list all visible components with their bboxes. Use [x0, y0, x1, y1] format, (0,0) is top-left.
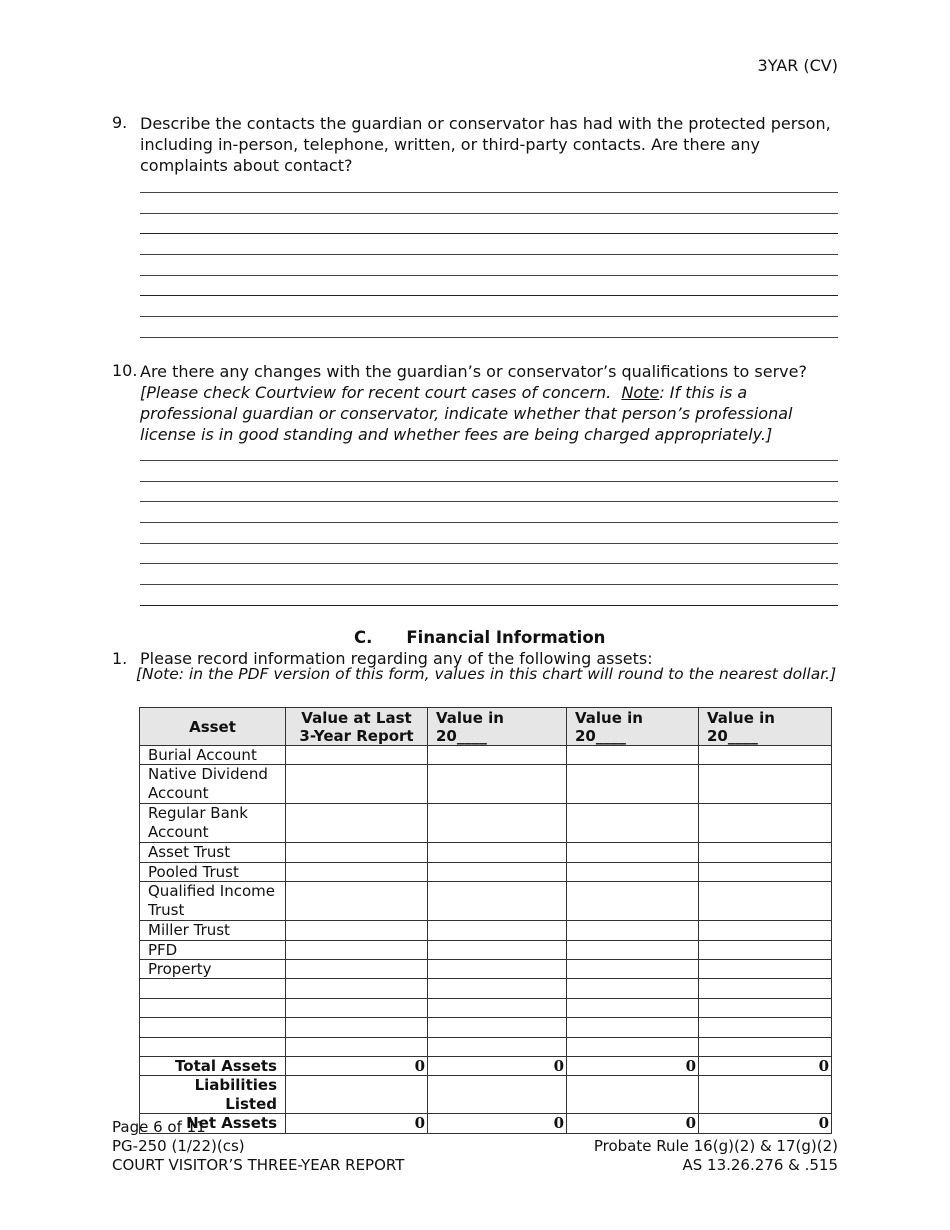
value-cell[interactable] [286, 1037, 428, 1056]
page-number: Page 6 of 11 [112, 1118, 206, 1136]
table-row [140, 1037, 832, 1056]
table-row [140, 862, 832, 881]
net-assets-value: 0 [699, 1114, 832, 1133]
value-cell[interactable] [428, 882, 567, 921]
asset-label: Burial Account [140, 746, 286, 765]
question-10-number: 10. [112, 361, 138, 380]
asset-label: Property [140, 960, 286, 979]
answer-line[interactable] [140, 522, 838, 523]
value-cell[interactable] [428, 804, 567, 843]
value-cell[interactable] [699, 746, 832, 765]
table-row [140, 1018, 832, 1037]
total-assets-value: 0 [699, 1057, 832, 1076]
answer-line[interactable] [140, 192, 838, 193]
asset-label: Qualified Income Trust [140, 882, 286, 921]
asset-label-blank[interactable] [140, 1037, 286, 1056]
value-cell[interactable] [567, 979, 699, 998]
footer-right [594, 1137, 838, 1175]
answer-line[interactable] [140, 605, 838, 606]
value-cell[interactable] [428, 960, 567, 979]
value-cell[interactable] [428, 1037, 567, 1056]
header-asset: Asset [140, 708, 286, 746]
value-cell[interactable] [286, 960, 428, 979]
statute-reference: AS 13.26.276 & .515 [682, 1156, 838, 1174]
value-cell[interactable] [567, 862, 699, 881]
total-assets-value: 0 [567, 1057, 699, 1076]
value-cell[interactable] [567, 1018, 699, 1037]
value-cell[interactable] [428, 765, 567, 804]
value-cell[interactable] [428, 940, 567, 959]
table-header-row [140, 708, 832, 746]
asset-label-blank[interactable] [140, 998, 286, 1017]
form-title: COURT VISITOR’S THREE-YEAR REPORT [112, 1156, 405, 1174]
value-cell[interactable] [286, 746, 428, 765]
value-cell[interactable] [567, 921, 699, 940]
answer-line[interactable] [140, 543, 838, 544]
table-row [140, 960, 832, 979]
value-cell[interactable] [699, 804, 832, 843]
value-cell[interactable] [699, 1076, 832, 1114]
value-cell[interactable] [567, 765, 699, 804]
asset-label: Regular Bank Account [140, 804, 286, 843]
value-cell[interactable] [699, 940, 832, 959]
value-cell[interactable] [699, 979, 832, 998]
section-heading [354, 628, 605, 647]
item-1-note: [Note: in the PDF version of this form, values in this chart will round to the nearest dollar.] [136, 665, 837, 683]
liabilities-label: Liabilities Listed [140, 1076, 286, 1114]
asset-label: Native Dividend Account [140, 765, 286, 804]
value-cell[interactable] [699, 882, 832, 921]
value-cell[interactable] [699, 998, 832, 1017]
table-row [140, 843, 832, 862]
question-10-note-b: : If this is a professional guardian or conservator, indicate whether that person’s professional license is in good standing and whether fees are being charged appropriately.] [140, 383, 793, 444]
net-assets-label: Net Assets [140, 1114, 286, 1133]
total-assets-row [140, 1057, 832, 1076]
total-assets-label: Total Assets [140, 1057, 286, 1076]
answer-line[interactable] [140, 295, 838, 296]
value-cell[interactable] [428, 998, 567, 1017]
item-1-text: Please record information regarding any of the following assets: [140, 649, 653, 668]
question-10-main: Are there any changes with the guardian’s or conservator’s qualifications to serve? [140, 362, 807, 381]
asset-label: Miller Trust [140, 921, 286, 940]
value-cell[interactable] [699, 862, 832, 881]
value-cell[interactable] [567, 1037, 699, 1056]
answer-line[interactable] [140, 275, 838, 276]
answer-line[interactable] [140, 501, 838, 502]
table-row [140, 940, 832, 959]
footer-left [112, 1118, 404, 1175]
form-code: 3YAR (CV) [757, 56, 838, 75]
value-cell[interactable] [699, 843, 832, 862]
header-value-year-3: Value in 20____ [699, 708, 832, 746]
value-cell[interactable] [286, 1076, 428, 1114]
table-row [140, 746, 832, 765]
value-cell[interactable] [699, 921, 832, 940]
total-assets-value: 0 [286, 1057, 428, 1076]
table-row [140, 921, 832, 940]
table-row [140, 804, 832, 843]
value-cell[interactable] [567, 804, 699, 843]
value-cell[interactable] [428, 746, 567, 765]
table-row [140, 882, 832, 921]
asset-label-blank[interactable] [140, 1018, 286, 1037]
value-cell[interactable] [567, 746, 699, 765]
value-cell[interactable] [286, 882, 428, 921]
question-10-note-word: Note [621, 383, 660, 402]
answer-line[interactable] [140, 337, 838, 338]
value-cell[interactable] [699, 1018, 832, 1037]
form-id: PG-250 (1/22)(cs) [112, 1137, 245, 1155]
header-col2-line2: 3-Year Report [299, 726, 414, 745]
assets-table [139, 707, 832, 1134]
asset-label: PFD [140, 940, 286, 959]
asset-label: Asset Trust [140, 843, 286, 862]
answer-line[interactable] [140, 563, 838, 564]
question-10-note-a: [Please check Courtview for recent court cases of concern. [140, 383, 612, 402]
answer-line[interactable] [140, 213, 838, 214]
value-cell[interactable] [286, 862, 428, 881]
header-value-year-1: Value in 20____ [428, 708, 567, 746]
value-cell[interactable] [567, 1076, 699, 1114]
value-cell[interactable] [286, 765, 428, 804]
total-assets-value: 0 [428, 1057, 567, 1076]
asset-label-blank[interactable] [140, 979, 286, 998]
header-value-last-report [286, 708, 428, 746]
value-cell[interactable] [428, 843, 567, 862]
table-row [140, 979, 832, 998]
net-assets-value: 0 [567, 1114, 699, 1133]
answer-line[interactable] [140, 481, 838, 482]
item-1-number: 1. [112, 649, 128, 668]
net-assets-value: 0 [286, 1114, 428, 1133]
value-cell[interactable] [699, 765, 832, 804]
value-cell[interactable] [567, 882, 699, 921]
value-cell[interactable] [428, 862, 567, 881]
value-cell[interactable] [567, 940, 699, 959]
question-10-text [140, 361, 838, 445]
section-letter: C. [354, 628, 373, 647]
value-cell[interactable] [699, 1037, 832, 1056]
answer-line[interactable] [140, 460, 838, 461]
rule-reference: Probate Rule 16(g)(2) & 17(g)(2) [593, 1137, 838, 1155]
net-assets-value: 0 [428, 1114, 567, 1133]
table-row [140, 765, 832, 804]
section-title: Financial Information [406, 628, 606, 647]
header-value-year-2: Value in 20____ [567, 708, 699, 746]
question-9-text: Describe the contacts the guardian or conservator has had with the protected person, including in-person, telephone, written, or third-party contacts. Are there any complaints about contact? [140, 114, 831, 175]
answer-line[interactable] [140, 584, 838, 585]
value-cell[interactable] [286, 998, 428, 1017]
value-cell[interactable] [567, 843, 699, 862]
question-9-number: 9. [112, 113, 128, 132]
value-cell[interactable] [286, 979, 428, 998]
value-cell[interactable] [286, 843, 428, 862]
answer-line[interactable] [140, 316, 838, 317]
table-row [140, 998, 832, 1017]
value-cell[interactable] [699, 960, 832, 979]
value-cell[interactable] [428, 1076, 567, 1114]
value-cell[interactable] [286, 804, 428, 843]
header-col2-line1: Value at Last [301, 708, 412, 727]
value-cell[interactable] [567, 960, 699, 979]
answer-line[interactable] [140, 233, 838, 234]
value-cell[interactable] [286, 940, 428, 959]
value-cell[interactable] [428, 921, 567, 940]
liabilities-row [140, 1076, 832, 1114]
value-cell[interactable] [286, 921, 428, 940]
value-cell[interactable] [286, 1018, 428, 1037]
answer-line[interactable] [140, 254, 838, 255]
value-cell[interactable] [567, 998, 699, 1017]
value-cell[interactable] [428, 1018, 567, 1037]
value-cell[interactable] [428, 979, 567, 998]
asset-label: Pooled Trust [140, 862, 286, 881]
